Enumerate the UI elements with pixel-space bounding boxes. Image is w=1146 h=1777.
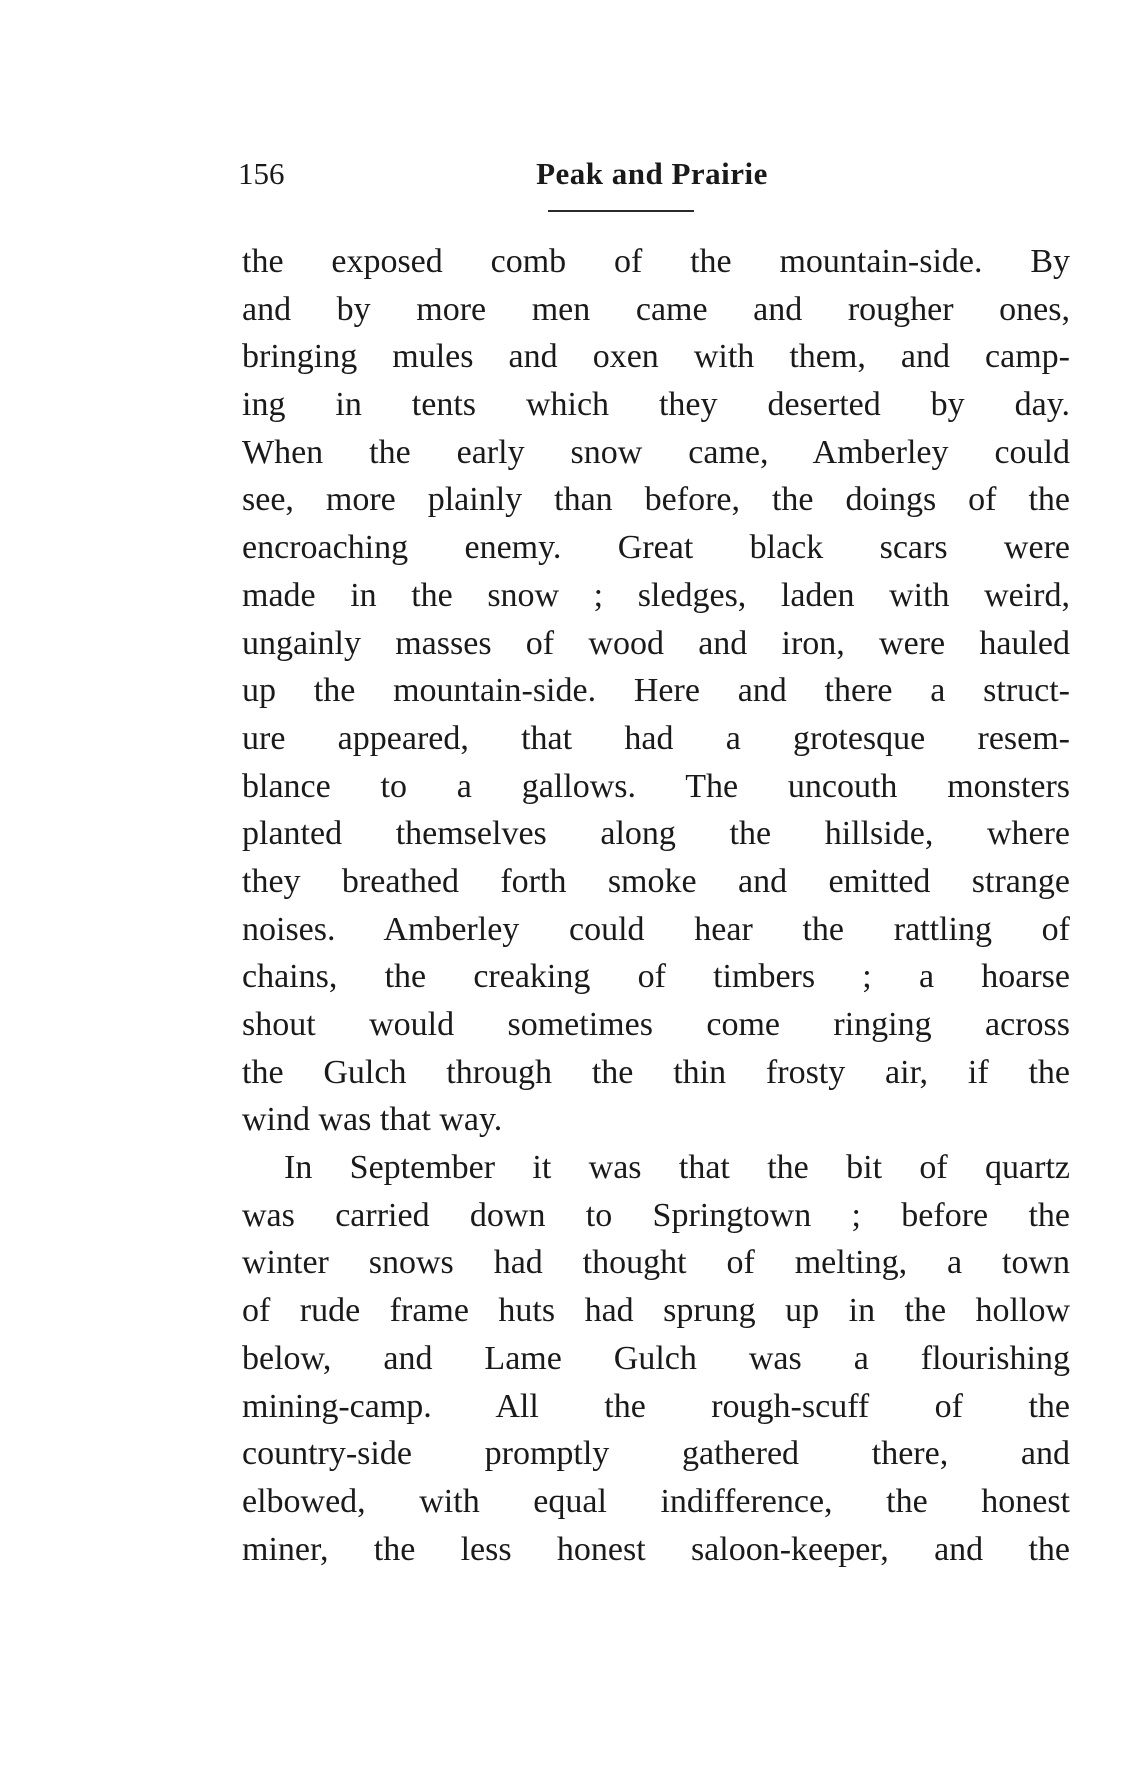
text-line: below, and Lame Gulch was a flourishing — [242, 1339, 1070, 1377]
body-text — [242, 238, 1070, 1573]
text-line: ing in tents which they deserted by day. — [242, 386, 1070, 424]
text-line: up the mountain-side. Here and there a struct- — [242, 672, 1070, 710]
running-head — [238, 150, 1066, 198]
running-title: Peak and Prairie — [536, 156, 768, 191]
text-line: made in the snow ; sledges, laden with weird, — [242, 576, 1070, 614]
text-line: see, more plainly than before, the doings of the — [242, 481, 1070, 519]
text-line: planted themselves along the hillside, where — [242, 815, 1070, 853]
text-line: country-side promptly gathered there, and — [242, 1435, 1070, 1473]
text-line: blance to a gallows. The uncouth monsters — [242, 767, 1070, 805]
text-line: winter snows had thought of melting, a town — [242, 1244, 1070, 1282]
text-line: miner, the less honest saloon-keeper, and the — [242, 1530, 1070, 1568]
text-line: chains, the creaking of timbers ; a hoarse — [242, 958, 1070, 996]
text-line: wind was that way. — [242, 1101, 503, 1139]
page-number: 156 — [238, 156, 285, 191]
text-line: they breathed forth smoke and emitted strange — [242, 862, 1070, 900]
text-line: mining-camp. All the rough-scuff of the — [242, 1387, 1070, 1425]
header-rule — [548, 210, 694, 212]
text-line: of rude frame huts had sprung up in the hollow — [242, 1292, 1070, 1330]
text-line: shout would sometimes come ringing across — [242, 1006, 1070, 1043]
text-line: ungainly masses of wood and iron, were hauled — [242, 624, 1070, 662]
text-line: ure appeared, that had a grotesque resem- — [242, 719, 1070, 757]
text-line: the Gulch through the thin frosty air, if the — [242, 1053, 1070, 1091]
text-line: encroaching enemy. Great black scars were — [242, 529, 1070, 567]
text-line: elbowed, with equal indifference, the honest — [242, 1482, 1070, 1520]
paragraph — [242, 238, 1070, 1144]
text-line: was carried down to Springtown ; before the — [242, 1196, 1070, 1234]
text-line: bringing mules and oxen with them, and camp- — [242, 338, 1070, 376]
text-line: the exposed comb of the mountain-side. By — [242, 243, 1070, 280]
text-line: and by more men came and rougher ones, — [242, 290, 1070, 328]
text-line: In September it was that the bit of quartz — [284, 1149, 1070, 1187]
text-line: When the early snow came, Amberley could — [242, 433, 1070, 471]
paragraph — [242, 1144, 1070, 1573]
text-line: noises. Amberley could hear the rattling of — [242, 910, 1070, 948]
